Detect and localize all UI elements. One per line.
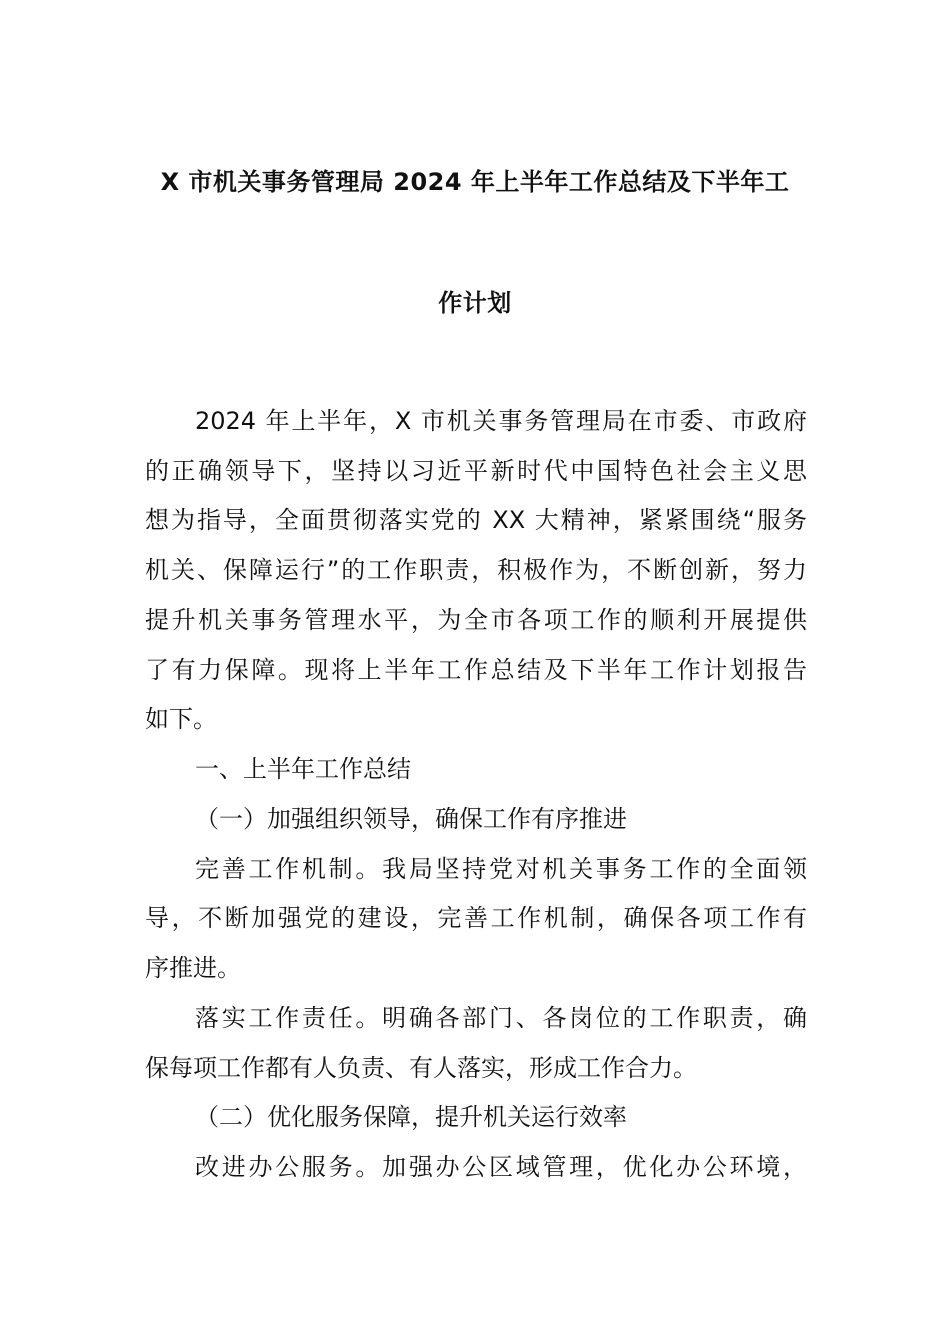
intro-line-4: 机关、保障运行”的工作职责，积极作为，不断创新，努力 (145, 556, 807, 584)
sub1-para1-line-2: 导，不断加强党的建设，完善工作机制，确保各项工作有 (145, 904, 807, 932)
section-heading-1: 一、上半年工作总结 (195, 755, 411, 783)
sub1-para2-line-1: 落实工作责任。明确各部门、各岗位的工作职责，确 (195, 1004, 807, 1032)
sub1-para1-line-1: 完善工作机制。我局坚持党对机关事务工作的全面领 (195, 855, 807, 883)
sub2-para1-line-1: 改进办公服务。加强办公区域管理，优化办公环境， (195, 1153, 807, 1181)
intro-line-1: 2024 年上半年，X 市机关事务管理局在市委、市政府 (195, 407, 807, 435)
sub1-para2-line-2: 保每项工作都有人负责、有人落实，形成工作合力。 (145, 1054, 697, 1082)
intro-line-2: 的正确领导下，坚持以习近平新时代中国特色社会主义思 (145, 457, 807, 485)
intro-line-7: 如下。 (145, 705, 217, 733)
document-title-line-2: 作计划 (438, 289, 512, 317)
intro-line-5: 提升机关事务管理水平，为全市各项工作的顺利开展提供 (145, 606, 807, 634)
intro-line-3: 想为指导，全面贯彻落实党的 XX 大精神，紧紧围绕“服务 (145, 506, 807, 534)
sub1-para1-line-3: 序推进。 (145, 954, 241, 982)
subsection-heading-2: （二）优化服务保障，提升机关运行效率 (195, 1103, 627, 1131)
intro-line-6: 了有力保障。现将上半年工作总结及下半年工作计划报告 (145, 656, 807, 684)
subsection-heading-1: （一）加强组织领导，确保工作有序推进 (195, 805, 627, 833)
document-title-line-1: X 市机关事务管理局 2024 年上半年工作总结及下半年工 (160, 168, 790, 196)
